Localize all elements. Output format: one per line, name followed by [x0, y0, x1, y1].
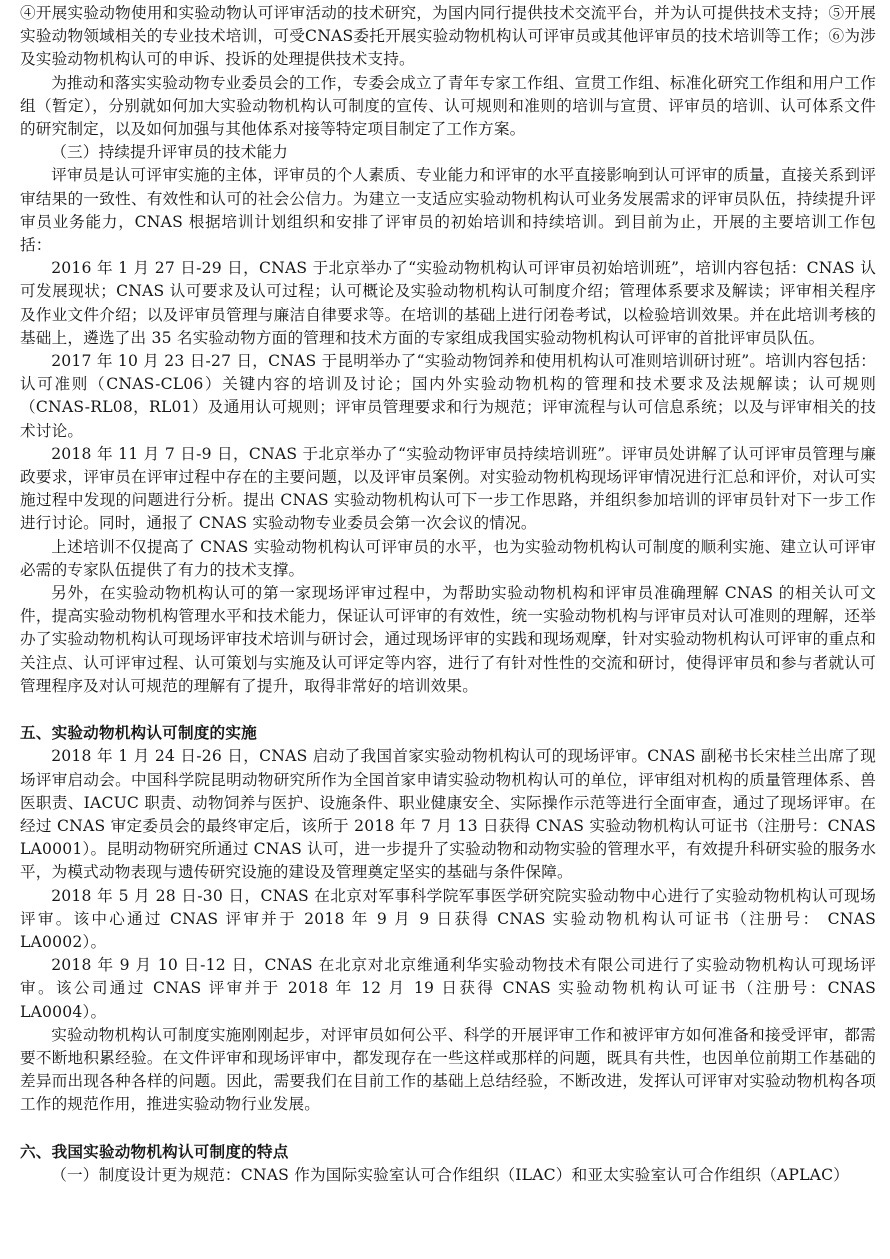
paragraph-experience-summary: 实验动物机构认可制度实施刚刚起步，对评审员如何公平、科学的开展评审工作和被评审方如何准备和接受评审，都需要不断地积累经验。在文件评审和现场评审中，都发现存在一些这样或那样的问题，既具有共性，也因单位前期工作基础的差异而出现各种各样的问题。因此，需要我们在目前工作的基础上总结经验，不断改进，发挥认可评审对实验动物机构各项工作的规范作用，推进实验动物行业发展。 — [20, 1025, 876, 1114]
paragraph-assessor-role: 评审员是认可评审实施的主体，评审员的个人素质、专业能力和评审的水平直接影响到认可评审的质量，直接关系到评审结果的一致性、有效性和认可的社会公信力。为建立一支适应实验动物机构认可业务发展需求的评审员队伍，持续提升评审员业务能力，CNAS 根据培训计划组织和安排了评审员的初始培训和持续培训。到目前为止，开展的主要培训工作包括： — [20, 166, 876, 255]
section-heading-characteristics: 六、我国实验动物机构认可制度的特点 — [20, 1142, 289, 1161]
paragraph-third-assessment: 2018 年 9 月 10 日-12 日，CNAS 在北京对北京维通利华实验动物技术有限公司进行了实验动物机构认可现场评审。该公司通过 CNAS 评审并于 2018 年 12 月 19 日获得 CNAS 实验动物机构认可证书（注册号：CNAS LA0004）。 — [20, 956, 876, 1021]
paragraph-onsite-training: 另外，在实验动物机构认可的第一家现场评审过程中，为帮助实验动物机构和评审员准确理解 CNAS 的相关认可文件，提高实验动物机构管理水平和技术能力，保证认可评审的有效性，统一实验动物机构与评审员对认可准则的理解，还举办了实验动物机构认可现场评审技术培训与研讨会，通过现场评审的实践和现场观摩，针对实验动物机构认可评审的重点和关注点、认可评审过程、认可策划与实施及认可评定等内容，进行了有针对性性的交流和研讨，使得评审员和参与者就认可管理程序及对认可规范的理解有了提升，取得非常好的培训效果。 — [20, 584, 876, 695]
paragraph-second-assessment: 2018 年 5 月 28 日-30 日，CNAS 在北京对军事科学院军事医学研究院实验动物中心进行了实验动物机构认可现场评审。该中心通过 CNAS 评审并于 2018 年 9 月 9 日获得 CNAS 实验动物机构认可证书（注册号： CNAS LA0002）。 — [20, 886, 876, 951]
paragraph-training-2017: 2017 年 10 月 23 日-27 日，CNAS 于昆明举办了“实验动物饲养和使用机构认可准则培训研讨班”。培训内容包括：认可准则（CNAS-CL06）关键内容的培训及讨论；国内外实验动物机构的管理和技术要求及法规解读；认可规则（CNAS-RL08，RL01）及通用认可规则；评审员管理要求和行为规范；评审流程与认可信息系统；以及与评审相关的技术讨论。 — [20, 352, 876, 440]
paragraph-training-2016: 2016 年 1 月 27 日-29 日，CNAS 于北京举办了“实验动物机构认可评审员初始培训班”，培训内容包括：CNAS 认可发展现状；CNAS 认可要求及认可过程；认可概论及实验动物机构认可制度介绍；管理体系要求及解读；评审相关程序及作业文件介绍；以及评审员管理与廉洁自律要求等。在培训的基础上进行闭卷考试，以检验培训效果。并在此培训考核的基础上，遴选了出 35 名实验动物方面的管理和技术方面的专家组成我国实验动物机构认可评审的首批评审员队伍。 — [20, 259, 876, 347]
paragraph-technical-support: ④开展实验动物使用和实验动物认可评审活动的技术研究，为国内同行提供技术交流平台，并为认可提供技术支持；⑤开展实验动物领域相关的专业技术培训，可受CNAS委托开展实验动物机构认可评审员或其他评审员的技术培训等工作；⑥为涉及实验动物机构认可的申诉、投诉的处理提供技术支持。 — [20, 4, 876, 69]
paragraph-training-summary: 上述培训不仅提高了 CNAS 实验动物机构认可评审员的水平，也为实验动物机构认可制度的顺利实施、建立认可评审必需的专家队伍提供了有力的技术支撑。 — [20, 537, 876, 579]
section-heading-implementation: 五、实验动物机构认可制度的实施 — [20, 724, 257, 743]
section-gap — [20, 1117, 876, 1141]
paragraph-first-assessment: 2018 年 1 月 24 日-26 日，CNAS 启动了我国首家实验动物机构认可的现场评审。CNAS 副秘书长宋桂兰出席了现场评审启动会。中国科学院昆明动物研究所作为全国首家申请实验动物机构认可的单位，评审组对机构的质量管理体系、兽医职责、IACUC 职责、动物饲养与医护、设施条件、职业健康安全、实际操作示范等进行全面审查，通过了现场评审。在经过 CNAS 审定委员会的最终审定后，该所于 2018 年 7 月 13 日获得 CNAS 实验动物机构认可证书（注册号：CNAS LA0001）。昆明动物研究所通过 CNAS 认可，进一步提升了实验动物和动物实验的管理水平，有效提升科研实验的服务水平，为模式动物表现与遗传研究设施的建设及管理奠定坚实的基础与条件保障。 — [20, 747, 876, 882]
paragraph-training-2018: 2018 年 11 月 7 日-9 日，CNAS 于北京举办了“实验动物评审员持续培训班”。评审员处讲解了认可评审员管理与廉政要求，评审员在评审过程中存在的主要问题，以及评审员案例。对实验动物机构现场评审情况进行汇总和评价，对认可实施过程中发现的问题进行分析。提出 CNAS 实验动物机构认可下一步工作思路，并组织参加培训的评审员针对下一步工作进行讨论。同时，通报了 CNAS 实验动物专业委员会第一次会议的情况。 — [20, 444, 876, 533]
paragraph-working-groups: 为推动和落实实验动物专业委员会的工作，专委会成立了青年专家工作组、宣贯工作组、标准化研究工作组和用户工作组（暂定），分别就如何加大实验动物机构认可制度的宣传、认可规则和准则的培训与宣贯、评审员的培训、认可体系文件的研究制定，以及如何加强与其他体系对接等特定项目制定了工作方案。 — [20, 73, 876, 139]
section-gap — [20, 698, 876, 722]
subheading-assessor-ability: （三）持续提升评审员的技术能力 — [51, 143, 289, 162]
paragraph-system-design: （一）制度设计更为规范：CNAS 作为国际实验室认可合作组织（ILAC）和亚太实验室认可合作组织（APLAC） — [51, 1165, 850, 1184]
